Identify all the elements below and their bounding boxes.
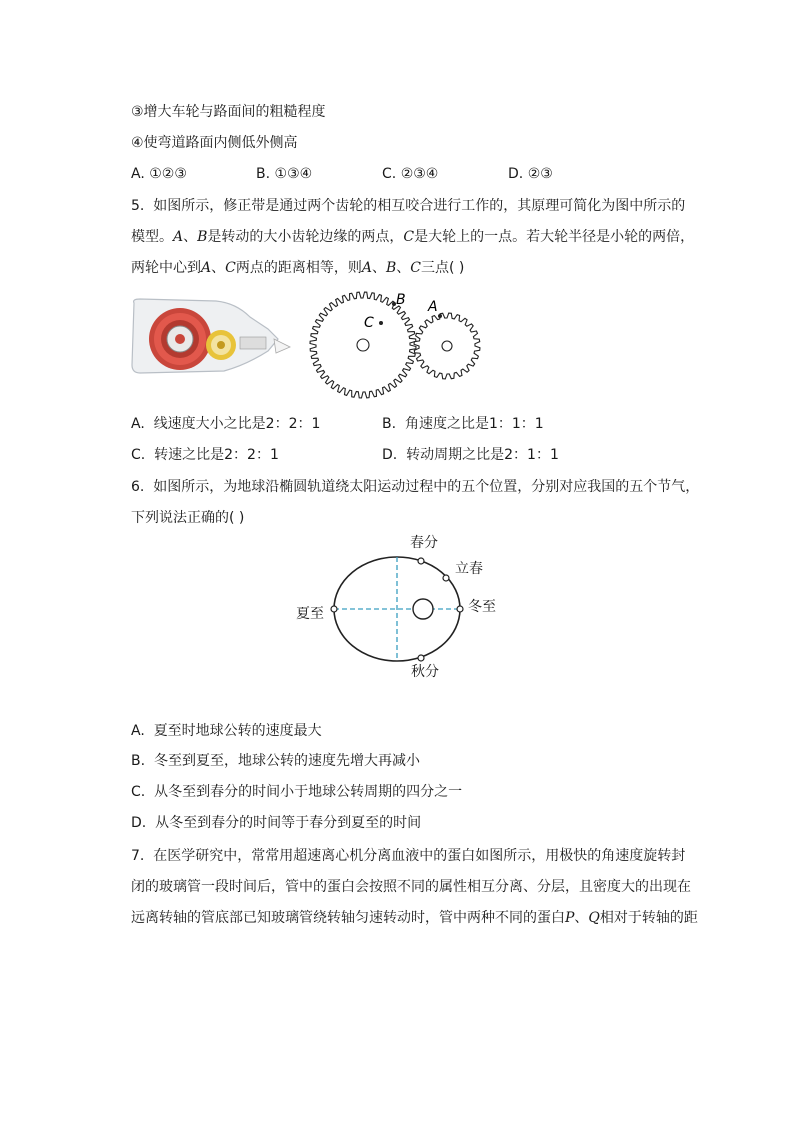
winter-solstice-point [457,606,463,612]
option-text: 冬至到夏至，地球公转的速度先增大再减小 [153,753,420,769]
text-run: 、 [396,260,411,276]
point-a-symbol: A [361,260,372,276]
point-c-symbol: C [225,260,236,276]
q4-option-b[interactable] [256,164,312,184]
question-number: 7. [131,848,145,864]
option-letter: B. [382,416,397,432]
option-letter: C. [131,447,146,463]
q4-item-4: ④使弯道路面内侧低外侧高 [131,135,298,151]
q7-line-1 [131,846,685,866]
spring-equinox-point [418,558,424,564]
text-run: 、 [371,260,386,276]
yellow-gear-icon [206,330,236,360]
option-text: 线速度大小之比是2：2：1 [153,416,321,432]
option-text: 夏至时地球公转的速度最大 [153,723,322,739]
q6-option-a[interactable] [131,721,322,741]
text-run: 是转动的大小齿轮边缘的两点， [207,229,404,245]
q6-line-2: 下列说法正确的( ) [131,510,245,526]
text-run: 远离转轴的管底部已知玻璃管绕转轴匀速转动时，管中两种不同的蛋白 [131,910,565,926]
option-letter: C. [382,166,397,182]
option-letter: A. [131,416,145,432]
label-spring-equinox: 春分 [410,535,438,551]
text-run: 、 [183,229,198,245]
option-letter: B. [131,753,146,769]
correction-tape-photo [128,295,296,377]
point-b-symbol: B [385,260,397,276]
q5-option-d[interactable] [382,445,559,465]
option-text: ①③④ [274,166,313,182]
q4-option-d[interactable] [508,164,553,184]
q5-option-c[interactable] [131,445,279,465]
gear-model-diagram [304,290,486,402]
point-c-symbol: C [410,260,421,276]
summer-solstice-point [331,606,337,612]
label-summer-solstice: 夏至 [296,606,324,622]
option-text: ②③④ [400,166,439,182]
q5-line-2 [131,227,694,247]
point-b-symbol: B [197,229,208,245]
option-letter: A. [131,166,145,182]
label-winter-solstice: 冬至 [468,599,496,615]
point-a-symbol: A [201,260,212,276]
option-letter: D. [508,166,524,182]
label-c: C [364,315,374,331]
protein-q-symbol: Q [588,910,600,926]
question-text: 在医学研究中，常常用超速离心机分离血液中的蛋白如图所示，用极快的角速度旋转封 [153,848,686,864]
option-letter: A. [131,723,145,739]
q4-option-a[interactable] [131,164,187,184]
big-gear-axle [357,339,369,351]
option-text: 转速之比是2：2：1 [154,447,279,463]
text-run: 是大轮上的一点。若大轮半径是小轮的两倍， [414,229,695,245]
red-gear-icon [149,308,211,370]
text-run: 相对于转轴的距 [599,910,698,926]
point-c-symbol: C [403,229,415,245]
q7-line-2: 闭的玻璃管一段时间后，管中的蛋白会按照不同的属性相互分离、分层，且密度大的出现在 [131,879,691,895]
q6-option-b[interactable] [131,751,420,771]
q5-line-1 [131,196,685,216]
question-number: 6. [131,479,145,495]
question-number: 5. [131,198,145,214]
option-letter: C. [131,784,146,800]
option-text: ①②③ [149,166,187,182]
q6-line-1 [131,477,699,497]
label-b: B [396,292,406,308]
text-run: 、 [211,260,226,276]
text-run: 、 [574,910,589,926]
option-text: 从冬至到春分的时间等于春分到夏至的时间 [155,815,422,831]
option-letter: B. [256,166,271,182]
question-text: 如图所示，修正带是通过两个齿轮的相互咬合进行工作的，其原理可简化为图中所示的 [153,198,686,214]
label-autumn-equinox: 秋分 [411,664,439,680]
point-a-dot [438,314,442,318]
option-letter: D. [382,447,398,463]
q6-option-c[interactable] [131,782,462,802]
text-run: 两轮中心到 [131,260,201,276]
text-run: 模型。 [131,229,173,245]
question-text: 如图所示，为地球沿椭圆轨道绕太阳运动过程中的五个位置，分别对应我国的五个节气， [153,479,700,495]
option-letter: D. [131,815,147,831]
text-run: 三点( ) [420,260,465,276]
q4-option-c[interactable] [382,164,438,184]
small-gear-axle [442,341,452,351]
option-text: 从冬至到春分的时间小于地球公转周期的四分之一 [154,784,463,800]
sun-icon [413,599,433,619]
q5-option-b[interactable] [382,414,544,434]
option-text: 转动周期之比是2：1：1 [406,447,559,463]
q5-line-3 [131,258,464,278]
option-text: ②③ [527,166,553,182]
label-a: A [428,299,438,315]
q7-line-3 [131,908,698,928]
start-of-spring-point [443,575,449,581]
q4-item-3: ③增大车轮与路面间的粗糙程度 [131,104,326,120]
point-c-dot [379,321,383,325]
q6-option-d[interactable] [131,813,421,833]
option-text: 角速度之比是1：1：1 [404,416,544,432]
autumn-equinox-point [418,655,424,661]
q5-option-a[interactable] [131,414,320,434]
text-run: 两点的距离相等，则 [235,260,362,276]
point-a-symbol: A [173,229,184,245]
protein-p-symbol: P [565,910,575,926]
label-start-of-spring: 立春 [455,561,483,577]
